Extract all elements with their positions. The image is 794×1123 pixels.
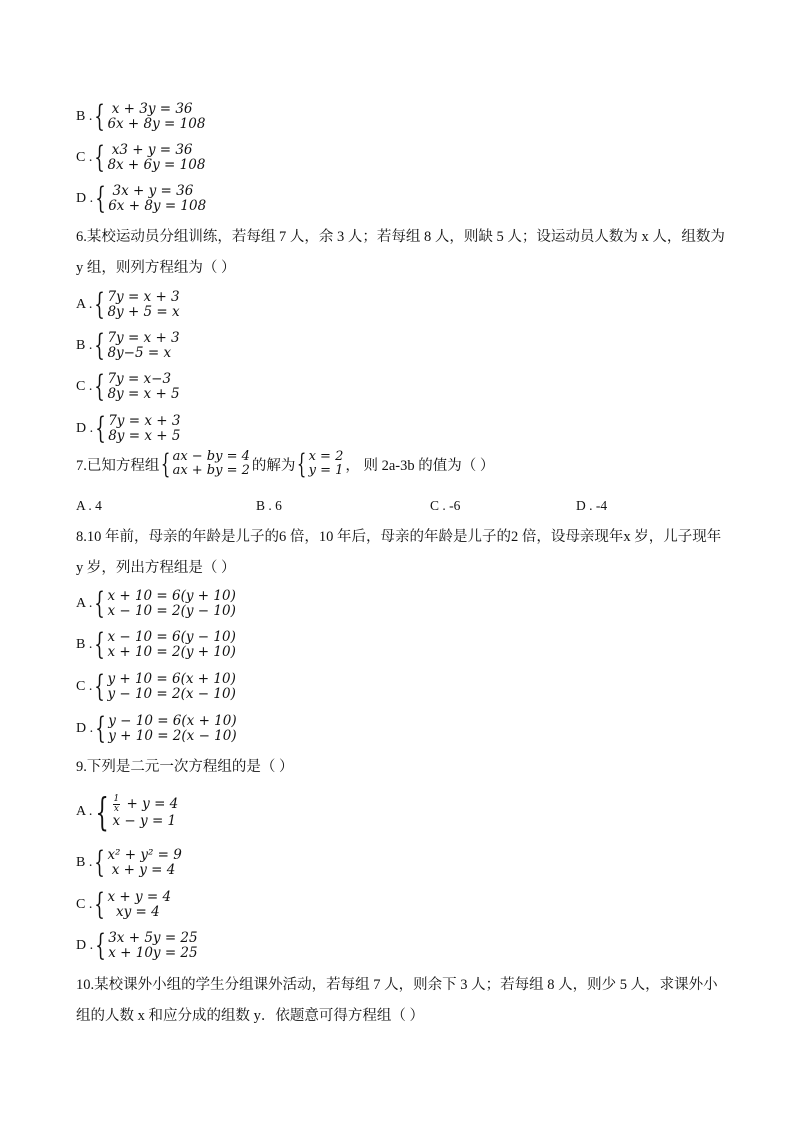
option-label: B . (76, 109, 93, 124)
brace-icon: { (94, 328, 106, 363)
q9-option-c (76, 888, 171, 922)
option-label: B . (76, 637, 93, 652)
q7-stem (76, 450, 726, 478)
equation-line: x + 10y = 25 (108, 945, 198, 961)
q7-solution (297, 450, 343, 478)
q6-option-b (76, 329, 180, 363)
equation-line: 8x + 6y = 108 (107, 157, 206, 173)
q10-stem: 10.某校课外小组的学生分组课外活动，若每组 7 人，则余下 3 人；若每组 8 人，则少 5 人，求课外小组的人数 x 和应分成的组数 y．依题意可得方程组（ ） (76, 977, 718, 1024)
brace-icon: { (94, 887, 106, 922)
equation-line: x + y = 4 (107, 862, 176, 878)
q7-suffix: ， 则 2a-3b 的值为（ ） (345, 457, 495, 474)
option-label: D . (76, 938, 94, 953)
brace-icon: { (94, 140, 106, 175)
equation-line: 3x + 5y = 25 (108, 930, 198, 946)
fraction-numerator: 1 (113, 794, 120, 804)
equation-line: x3 + y = 36 (107, 142, 193, 158)
equation-line: 8y = x + 5 (108, 428, 181, 444)
q8-stem: 8.10 年前，母亲的年龄是儿子的6 倍，10 年后，母亲的年龄是儿子的2 倍，设母亲现年x 岁，儿子现年y 岁，列出方程组是（ ） (76, 529, 722, 576)
option-label: D . (76, 721, 94, 736)
equation-line: x + y = 4 (107, 889, 172, 905)
q5-option-d (76, 182, 206, 216)
equation-line: x + 3y = 36 (107, 101, 193, 117)
equation-line: x² + y² = 9 (107, 847, 182, 863)
equation-line: y − 10 = 2(x − 10) (107, 686, 236, 702)
brace-icon: { (95, 790, 110, 834)
equation-system (107, 372, 179, 402)
option-label: C . (76, 150, 93, 165)
equation-line: 6x + 8y = 108 (108, 198, 207, 214)
option-label: B . (76, 855, 93, 870)
brace-icon: { (95, 711, 106, 746)
equation-line: x + 10 = 2(y + 10) (107, 644, 236, 660)
equation-rest: + y = 4 (122, 796, 179, 812)
option-label: B . (76, 338, 93, 353)
equation-line: x − 10 = 2(y − 10) (107, 603, 236, 619)
brace-icon: { (94, 369, 106, 404)
option-label: D . (76, 421, 94, 436)
fraction (113, 795, 121, 814)
equation-line (113, 795, 179, 814)
q9-option-a (76, 790, 178, 834)
q7-middle: 的解为 (251, 457, 296, 474)
q7-choice-b: B . 6 (256, 498, 282, 513)
option-label: C . (76, 897, 93, 912)
brace-icon: { (94, 287, 106, 322)
equation-system (108, 184, 206, 214)
equation-system (107, 331, 179, 361)
brace-icon: { (95, 928, 106, 963)
equation-system (107, 672, 235, 702)
equation-system (107, 589, 235, 619)
q7-choice-d: D . -4 (576, 498, 608, 513)
equation-line: y + 10 = 2(x − 10) (108, 728, 237, 744)
equation-line: y + 10 = 6(x + 10) (107, 671, 236, 687)
option-label: A . (76, 596, 93, 611)
q6-option-c (76, 370, 180, 404)
q7-system (161, 450, 250, 478)
equation-line: 7y = x + 3 (108, 413, 181, 429)
fraction-denominator: x (113, 804, 119, 814)
q6-stem: 6.某校运动员分组训练，若每组 7 人，余 3 人；若每组 8 人，则缺 5 人；设运动员人数为 x 人，组数为 y 组，则列方程组为（ ） (76, 229, 725, 276)
q8-option-c (76, 670, 236, 704)
equation-line: ax + by = 2 (172, 463, 250, 478)
brace-icon: { (94, 845, 106, 880)
brace-icon: { (161, 448, 171, 480)
brace-icon: { (94, 627, 106, 662)
brace-icon: { (95, 411, 106, 446)
equation-system (108, 714, 236, 744)
equation-system (107, 630, 235, 660)
equation-system (113, 795, 179, 829)
brace-icon: { (94, 99, 106, 134)
equation-line: 8y−5 = x (107, 345, 172, 361)
equation-line: 7y = x−3 (107, 371, 172, 387)
equation-line: ax − by = 4 (172, 449, 250, 464)
option-label: C . (76, 679, 93, 694)
q9-option-d (76, 929, 198, 963)
equation-line: 3x + y = 36 (108, 183, 194, 199)
equation-system (108, 414, 180, 444)
q8-option-a (76, 587, 236, 621)
equation-system (309, 450, 344, 478)
brace-icon: { (95, 181, 106, 216)
brace-icon: { (94, 669, 106, 704)
equation-line: y = 1 (308, 463, 344, 478)
q7-choice-a: A . 4 (76, 498, 102, 513)
q8-option-d (76, 712, 237, 746)
equation-line: 6x + 8y = 108 (107, 116, 206, 132)
q5-option-c (76, 141, 205, 175)
equation-system (107, 890, 171, 920)
brace-icon: { (94, 586, 106, 621)
q7-choice-c: C . -6 (430, 498, 461, 513)
option-label: A . (76, 804, 93, 819)
equation-line: 8y = x + 5 (107, 386, 180, 402)
option-label: C . (76, 379, 93, 394)
equation-line: x + 10 = 6(y + 10) (107, 588, 236, 604)
equation-line: x − y = 1 (112, 813, 177, 829)
q6-option-a (76, 288, 180, 322)
equation-line: xy = 4 (107, 904, 160, 920)
q9-stem: 9.下列是二元一次方程组的是（ ） (76, 759, 294, 775)
option-label: D . (76, 191, 94, 206)
equation-line: x = 2 (308, 449, 344, 464)
equation-system (107, 102, 205, 132)
equation-line: 8y + 5 = x (107, 304, 180, 320)
equation-system (107, 143, 205, 173)
brace-icon: { (297, 448, 307, 480)
q5-option-b (76, 100, 205, 134)
q9-option-b (76, 846, 182, 880)
equation-line: x − 10 = 6(y − 10) (107, 629, 236, 645)
equation-line: y − 10 = 6(x + 10) (108, 713, 237, 729)
q8-option-b (76, 628, 236, 662)
equation-system (108, 931, 197, 961)
equation-system (107, 848, 181, 878)
q7-prefix: 7.已知方程组 (76, 457, 160, 474)
equation-system (107, 290, 179, 320)
equation-system (173, 450, 250, 478)
equation-line: 7y = x + 3 (107, 330, 180, 346)
q6-option-d (76, 412, 180, 446)
option-label: A . (76, 297, 93, 312)
equation-line: 7y = x + 3 (107, 289, 180, 305)
